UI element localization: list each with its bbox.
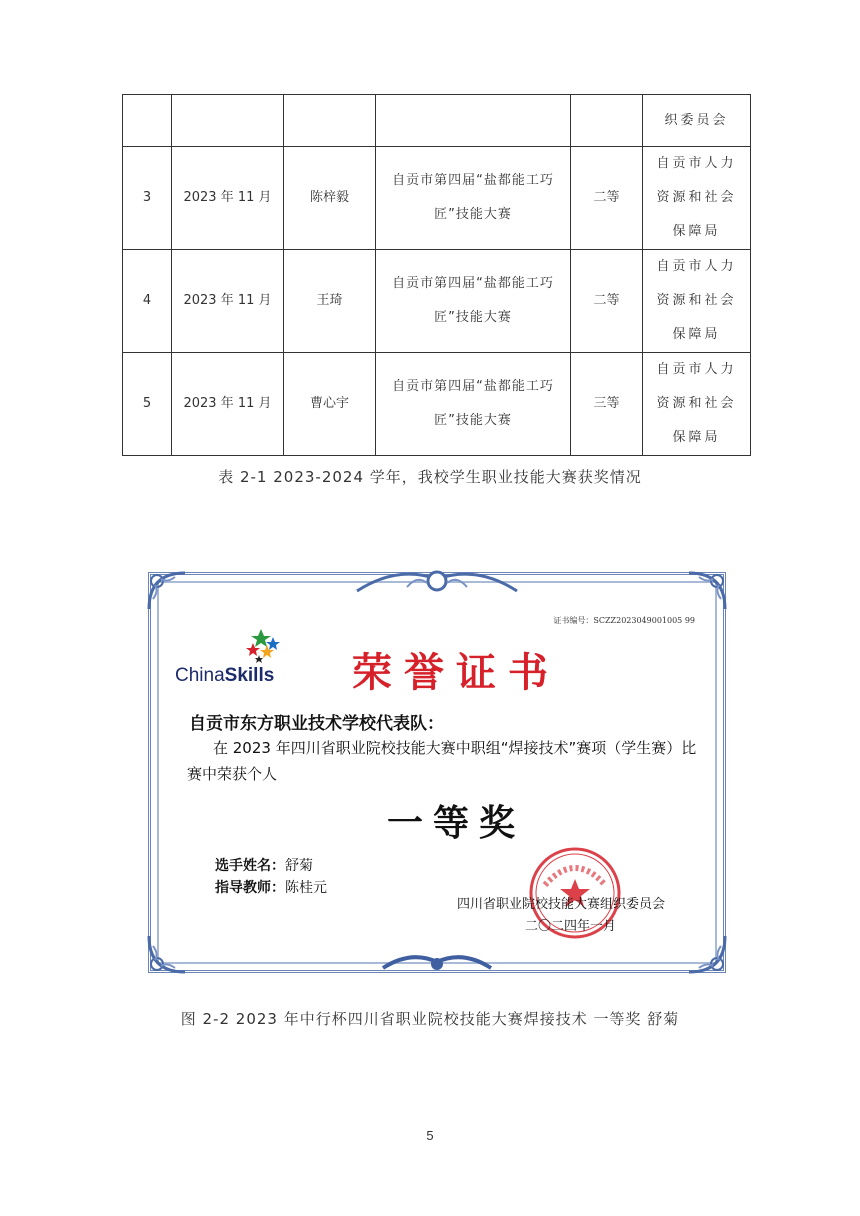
table-cell-org: 自贡市人力资源和社会保障局 [643, 147, 751, 250]
logo-wordmark [175, 665, 274, 687]
table-cell-level: 二等 [571, 250, 643, 353]
issuing-organization: 四川省职业院校技能大赛组织委员会 [457, 897, 666, 912]
certificate-body: 在 2023 年四川省职业院校技能大赛中职组“焊接技术”赛项（学生赛）比赛中荣获个人 [187, 739, 697, 783]
table-cell [172, 95, 284, 147]
awards-table [122, 94, 751, 456]
table-cell-date: 2023 年 11 月 [172, 147, 284, 250]
logo-text-skills: Skills [224, 665, 275, 686]
certificate-number: 证书编号：SCZZ2023049001005 99 [553, 616, 695, 625]
table-row [123, 250, 751, 353]
award-level: 一等奖 [386, 802, 525, 844]
table-row [123, 95, 751, 147]
figure-caption: 图 2-2 2023 年中行杯四川省职业院校技能大赛焊接技术 一等奖 舒菊 [180, 1010, 680, 1028]
table-cell-event: 自贡市第四届“盐都能工巧匠”技能大赛 [376, 147, 571, 250]
table-cell-org: 自贡市人力资源和社会保障局 [643, 250, 751, 353]
table-cell-name: 陈梓毅 [284, 147, 376, 250]
certificate-title: 荣誉证书 [352, 649, 560, 696]
student-name: 舒菊 [285, 858, 313, 874]
corner-ornament-icon [685, 932, 729, 976]
table-cell [571, 95, 643, 147]
table-cell-no: 3 [123, 147, 172, 250]
certificate-image [148, 572, 726, 973]
table-cell [123, 95, 172, 147]
table-cell-event: 自贡市第四届“盐都能工巧匠”技能大赛 [376, 353, 571, 456]
student-line [215, 855, 327, 877]
table-cell-level: 三等 [571, 353, 643, 456]
teacher-name: 陈桂元 [285, 880, 327, 896]
table-cell-level: 二等 [571, 147, 643, 250]
table-row [123, 353, 751, 456]
teacher-line [215, 877, 327, 899]
bottom-ornament-icon [377, 946, 497, 980]
table-cell-no: 4 [123, 250, 172, 353]
table-caption: 表 2-1 2023-2024 学年，我校学生职业技能大赛获奖情况 [218, 468, 642, 486]
logo-text-china: China [175, 665, 225, 686]
corner-ornament-icon [685, 569, 729, 613]
table-cell-date: 2023 年 11 月 [172, 250, 284, 353]
table-cell-event: 自贡市第四届“盐都能工巧匠”技能大赛 [376, 250, 571, 353]
table-cell [284, 95, 376, 147]
table-cell-no: 5 [123, 353, 172, 456]
table-cell [376, 95, 571, 147]
recipient-name: 自贡市东方职业技术学校代表队： [189, 714, 444, 734]
table-cell-date: 2023 年 11 月 [172, 353, 284, 456]
table-row [123, 147, 751, 250]
corner-ornament-icon [145, 569, 189, 613]
student-info [215, 855, 327, 899]
corner-ornament-icon [145, 932, 189, 976]
issue-date: 二〇二四年一月 [525, 919, 617, 934]
student-label: 选手姓名： [215, 858, 285, 874]
top-ornament-icon [347, 561, 527, 605]
table-cell-org: 织委员会 [643, 95, 751, 147]
page-number: 5 [426, 1128, 434, 1143]
table-cell-name: 曹心宇 [284, 353, 376, 456]
table-cell-org: 自贡市人力资源和社会保障局 [643, 353, 751, 456]
table-cell-name: 王琦 [284, 250, 376, 353]
teacher-label: 指导教师： [215, 880, 285, 896]
